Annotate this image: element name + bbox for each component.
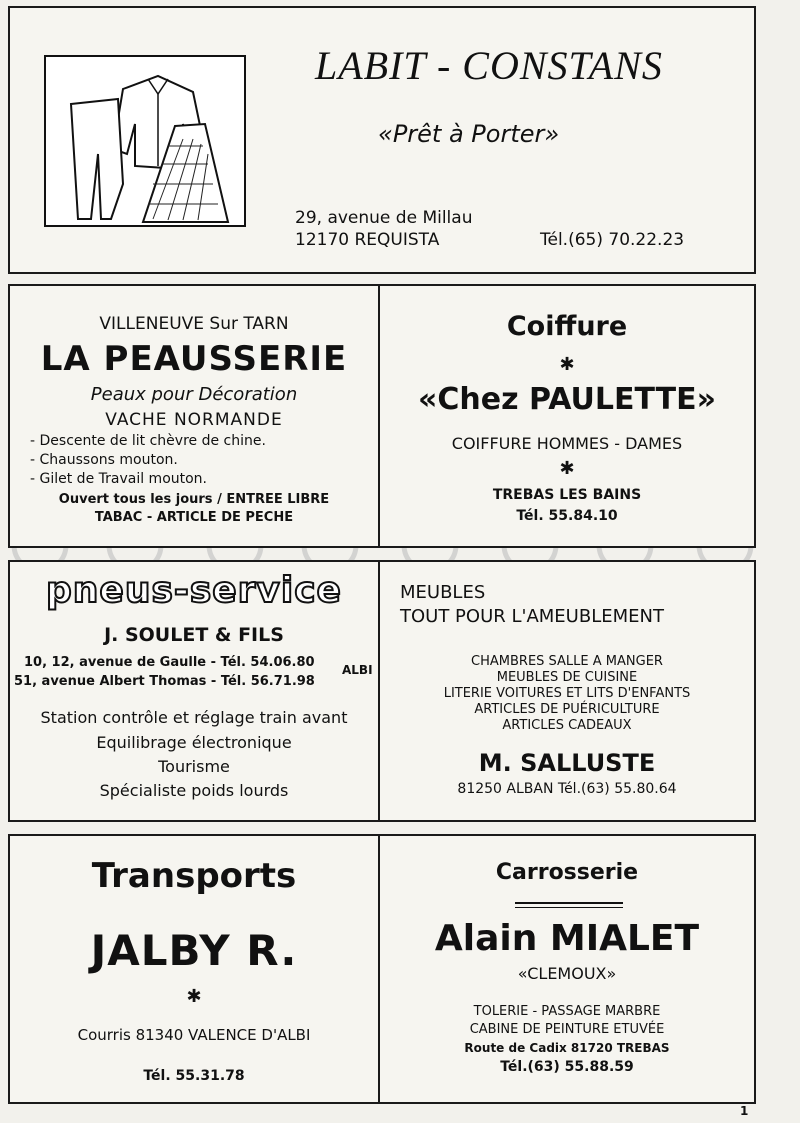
opening-hours: Ouvert tous les jours / ENTREE LIBRE bbox=[58, 492, 330, 507]
address-line: 51, avenue Albert Thomas - Tél. 56.71.98 bbox=[14, 674, 315, 689]
product-item: CHAMBRES SALLE A MANGER bbox=[471, 654, 663, 669]
services: COIFFURE HOMMES - DAMES bbox=[451, 434, 683, 453]
star-icon: ✱ bbox=[186, 986, 202, 1007]
product-item: LITERIE VOITURES ET LITS D'ENFANTS bbox=[443, 686, 691, 701]
business-name: JALBY R. bbox=[90, 926, 298, 975]
service-item: Tourisme bbox=[158, 757, 230, 776]
service-item: Station contrôle et réglage train avant bbox=[40, 708, 348, 727]
phone: Tél.(65) 70.22.23 bbox=[540, 230, 685, 250]
business-name: LA PEAUSSERIE bbox=[40, 339, 348, 379]
service-line: CABINE DE PEINTURE ETUVÉE bbox=[469, 1022, 665, 1037]
location: VILLENEUVE Sur TARN bbox=[99, 314, 289, 334]
extra-services: TABAC - ARTICLE DE PECHE bbox=[94, 510, 294, 525]
product-item: - Chaussons mouton. bbox=[30, 452, 178, 468]
owner-name: J. SOULET & FILS bbox=[104, 624, 284, 646]
location: TREBAS LES BAINS bbox=[492, 487, 642, 503]
address-line: 29, avenue de Millau bbox=[295, 208, 473, 228]
address-line: 12170 REQUISTA bbox=[295, 230, 440, 250]
business-name: «Chez PAULETTE» bbox=[418, 382, 716, 417]
phone: Tél. 55.31.78 bbox=[143, 1068, 245, 1084]
service-item: Spécialiste poids lourds bbox=[99, 781, 289, 800]
category-title: Coiffure bbox=[506, 311, 628, 342]
phone: Tél. 55.84.10 bbox=[516, 508, 618, 524]
pneus-service-logo: pneus-service bbox=[46, 570, 342, 611]
product-item: MEUBLES DE CUISINE bbox=[496, 670, 638, 685]
star-icon: ✱ bbox=[559, 458, 575, 479]
business-name: Alain MIALET bbox=[434, 918, 700, 959]
page-number: 1 bbox=[740, 1104, 749, 1118]
ad-chez-paulette bbox=[378, 284, 756, 548]
category-subtitle: TOUT POUR L'AMEUBLEMENT bbox=[400, 606, 664, 627]
business-name: LABIT - CONSTANS bbox=[315, 43, 663, 88]
business-name: M. SALLUSTE bbox=[478, 749, 656, 777]
product-item: - Gilet de Travail mouton. bbox=[30, 471, 208, 487]
star-icon: ✱ bbox=[559, 354, 575, 375]
ad-carrosserie-mialet bbox=[378, 834, 756, 1104]
divider bbox=[515, 902, 623, 908]
city: ALBI bbox=[342, 663, 373, 677]
ad-transports-jalby bbox=[8, 834, 380, 1104]
address-line: 10, 12, avenue de Gaulle - Tél. 54.06.80 bbox=[24, 655, 315, 670]
ad-la-peausserie bbox=[8, 284, 380, 548]
address: Route de Cadix 81720 TREBAS bbox=[464, 1041, 670, 1055]
ad-labit-constans bbox=[8, 6, 756, 274]
category-title: Transports bbox=[91, 856, 297, 896]
product-item: ARTICLES DE PUÉRICULTURE bbox=[474, 702, 660, 717]
product-item: - Descente de lit chèvre de chine. bbox=[30, 433, 266, 449]
product-item: ARTICLES CADEAUX bbox=[502, 718, 632, 733]
service-line: TOLERIE - PASSAGE MARBRE bbox=[473, 1004, 661, 1019]
address-phone: 81250 ALBAN Tél.(63) 55.80.64 bbox=[457, 781, 677, 797]
brand: VACHE NORMANDE bbox=[105, 410, 283, 430]
ad-meubles-salluste bbox=[378, 560, 756, 822]
service-item: Equilibrage électronique bbox=[96, 733, 292, 752]
tagline: «Prêt à Porter» bbox=[378, 120, 560, 148]
subtitle: Peaux pour Décoration bbox=[90, 384, 298, 405]
category-title: Carrosserie bbox=[495, 860, 639, 885]
subtitle: «CLEMOUX» bbox=[517, 964, 617, 983]
phone: Tél.(63) 55.88.59 bbox=[500, 1059, 634, 1075]
category-title: MEUBLES bbox=[400, 582, 486, 603]
address: Courris 81340 VALENCE D'ALBI bbox=[77, 1026, 311, 1044]
ad-pneus-service bbox=[8, 560, 380, 822]
clothing-illustration bbox=[43, 54, 253, 234]
